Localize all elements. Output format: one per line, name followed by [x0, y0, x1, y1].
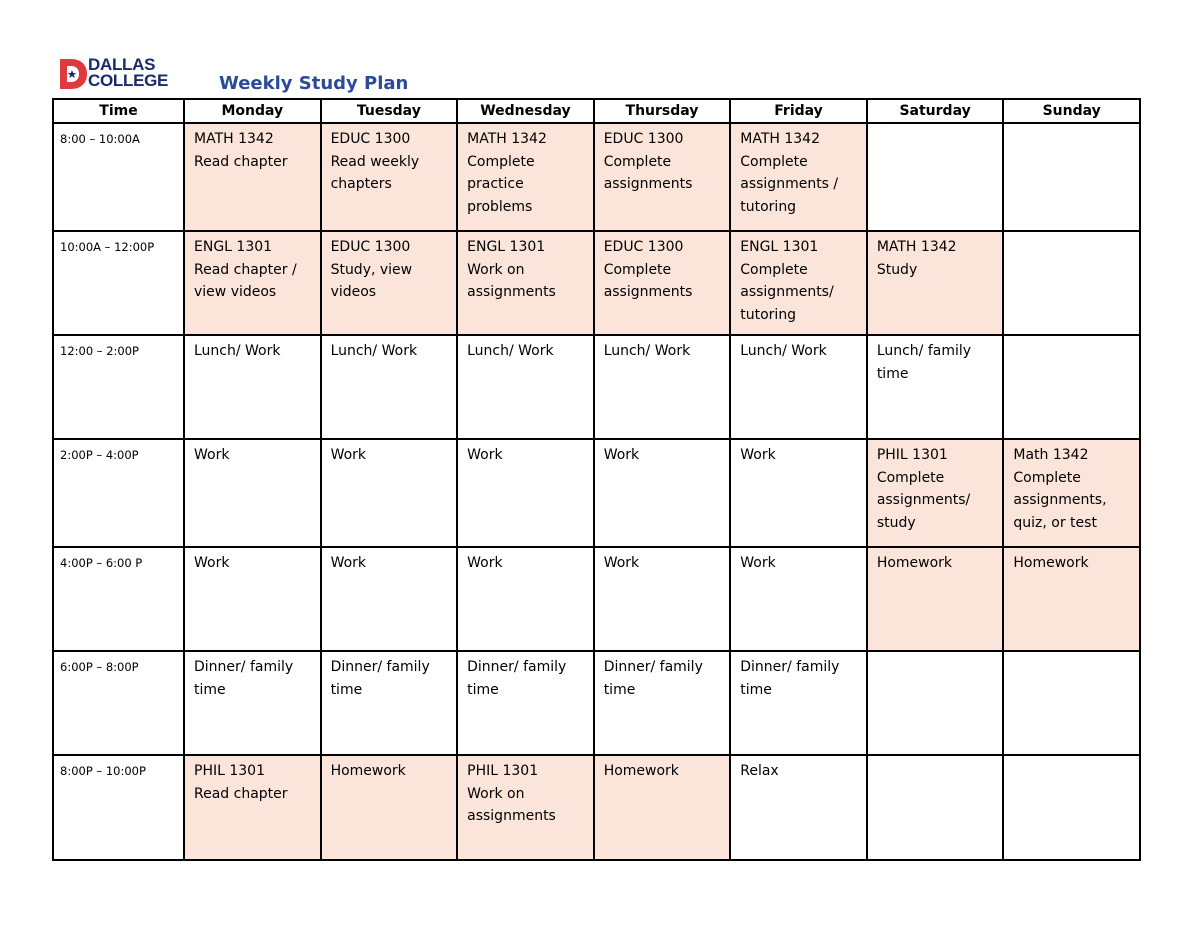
cell-text-line: Work [603, 555, 640, 571]
schedule-cell-tuesday [321, 547, 458, 651]
schedule-cell-wednesday [457, 231, 594, 335]
schedule-cell-friday [730, 651, 867, 755]
schedule-cell-tuesday [321, 123, 458, 231]
cell-text-line: EDUC 1300 [603, 131, 684, 147]
table-row [53, 439, 1140, 547]
cell-text-line: Work [467, 447, 503, 463]
column-header-time: Time [53, 99, 184, 123]
cell-text-line: Work [467, 555, 503, 571]
cell-text-line: assignments [467, 808, 556, 824]
cell-text-line: ENGL 1301 [194, 239, 273, 255]
column-header-thursday: Thursday [594, 99, 731, 123]
schedule-cell-friday [730, 547, 867, 651]
cell-text-line: Read chapter / [194, 261, 297, 278]
cell-text-line: Lunch/ Work [330, 343, 418, 359]
time-slot-cell: 6:00P – 8:00P [53, 651, 184, 755]
cell-text-line: time [740, 681, 772, 698]
cell-text-line: Complete [1013, 469, 1081, 486]
schedule-cell-thursday [594, 123, 731, 231]
logo-line-1: DALLAS [88, 55, 156, 74]
cell-text-line: Complete [603, 153, 672, 170]
time-slot-cell: 8:00P – 10:00P [53, 755, 184, 860]
cell-text-line: Work [194, 555, 230, 571]
schedule-cell-friday [730, 123, 867, 231]
schedule-cell-sunday [1003, 439, 1140, 547]
schedule-cell-saturday [867, 547, 1004, 651]
table-row [53, 231, 1140, 335]
schedule-cell-tuesday [321, 439, 458, 547]
cell-text-line: Homework [876, 555, 953, 571]
cell-text-line: time [603, 681, 636, 698]
schedule-cell-monday [184, 547, 321, 651]
schedule-cell-wednesday [457, 755, 594, 860]
cell-text-line: Homework [603, 763, 679, 779]
schedule-cell-friday [730, 231, 867, 335]
schedule-cell-sunday [1003, 547, 1140, 651]
cell-text-line: tutoring [740, 198, 797, 215]
schedule-cell-sunday [1003, 335, 1140, 439]
cell-text-line: assignments/ [740, 284, 834, 300]
cell-text-line: Homework [330, 763, 406, 779]
cell-text-line: Work [330, 555, 367, 571]
cell-text-line: problems [467, 198, 533, 215]
schedule-cell-sunday [1003, 123, 1140, 231]
schedule-cell-sunday [1003, 651, 1140, 755]
cell-text-line: view videos [194, 284, 277, 300]
table-row [53, 547, 1140, 651]
dallas-college-logo [60, 57, 172, 91]
cell-text-line: practice [467, 176, 524, 192]
schedule-cell-monday [184, 335, 321, 439]
page-title: Weekly Study Plan [219, 73, 409, 94]
time-slot-cell: 4:00P – 6:00 P [53, 547, 184, 651]
cell-text-line: assignments [603, 284, 693, 300]
cell-text-line: Read weekly [330, 153, 420, 170]
cell-text-line: time [194, 681, 226, 698]
cell-text-line: time [330, 681, 363, 698]
cell-text-line: Study [876, 261, 918, 278]
cell-text-line: Relax [740, 763, 779, 779]
schedule-cell-wednesday [457, 335, 594, 439]
schedule-cell-wednesday [457, 123, 594, 231]
column-header-tuesday: Tuesday [321, 99, 458, 123]
cell-text-line: time [467, 681, 499, 698]
schedule-cell-monday [184, 123, 321, 231]
cell-text-line: assignments, [1013, 492, 1107, 508]
cell-text-line: Complete [876, 469, 945, 486]
cell-text-line: study [876, 514, 916, 531]
schedule-cell-thursday [594, 547, 731, 651]
schedule-cell-thursday [594, 335, 731, 439]
cell-text-line: EDUC 1300 [603, 239, 684, 255]
schedule-cell-monday [184, 439, 321, 547]
table-header-row [53, 99, 1140, 123]
dallas-college-d-mark-icon [60, 59, 87, 89]
logo-wordmark [88, 57, 168, 89]
schedule-cell-monday [184, 651, 321, 755]
cell-text-line: Work [740, 555, 776, 571]
cell-text-line: MATH 1342 [740, 131, 820, 147]
schedule-cell-friday [730, 439, 867, 547]
cell-text-line: assignments [603, 176, 693, 192]
cell-text-line: Work on [467, 785, 525, 802]
time-slot-cell: 10:00A – 12:00P [53, 231, 184, 335]
schedule-cell-saturday [867, 439, 1004, 547]
cell-text-line: Complete [740, 261, 808, 278]
cell-text-line: Work [603, 447, 640, 463]
column-header-monday: Monday [184, 99, 321, 123]
schedule-cell-monday [184, 755, 321, 860]
schedule-cell-tuesday [321, 651, 458, 755]
cell-text-line: Work [330, 447, 367, 463]
time-slot-cell: 2:00P – 4:00P [53, 439, 184, 547]
schedule-cell-wednesday [457, 547, 594, 651]
schedule-cell-friday [730, 755, 867, 860]
cell-text-line: Lunch/ Work [467, 343, 554, 359]
cell-text-line: assignments/ [876, 492, 971, 508]
schedule-cell-sunday [1003, 755, 1140, 860]
cell-text-line: Work [194, 447, 230, 463]
cell-text-line: EDUC 1300 [330, 239, 411, 255]
cell-text-line: assignments [467, 284, 556, 300]
table-row [53, 755, 1140, 860]
table-row [53, 123, 1140, 231]
schedule-cell-saturday [867, 335, 1004, 439]
schedule-cell-thursday [594, 755, 731, 860]
table-row [53, 335, 1140, 439]
cell-text-line: Complete [740, 153, 808, 170]
cell-text-line: tutoring [740, 306, 797, 323]
schedule-cell-thursday [594, 651, 731, 755]
column-header-friday: Friday [730, 99, 867, 123]
schedule-cell-thursday [594, 439, 731, 547]
column-header-wednesday: Wednesday [457, 99, 594, 123]
cell-text-line: Lunch/ Work [603, 343, 691, 359]
schedule-cell-sunday [1003, 231, 1140, 335]
time-slot-cell: 8:00 – 10:00A [53, 123, 184, 231]
time-slot-cell: 12:00 – 2:00P [53, 335, 184, 439]
cell-text-line: Math 1342 [1013, 447, 1089, 463]
cell-text-line: Work [740, 447, 776, 463]
cell-text-line: Read chapter [194, 153, 288, 170]
cell-text-line: Lunch/ Work [194, 343, 281, 359]
cell-text-line: Dinner/ family [194, 659, 294, 675]
cell-text-line: Work on [467, 261, 525, 278]
schedule-cell-tuesday [321, 335, 458, 439]
weekly-study-plan-table [52, 98, 1141, 861]
schedule-cell-thursday [594, 231, 731, 335]
schedule-cell-friday [730, 335, 867, 439]
cell-text-line: ENGL 1301 [740, 239, 819, 255]
cell-text-line: quiz, or test [1013, 514, 1097, 531]
schedule-cell-saturday [867, 231, 1004, 335]
cell-text-line: Read chapter [194, 785, 288, 802]
cell-text-line: Dinner/ family [330, 659, 430, 675]
cell-text-line: chapters [330, 176, 392, 192]
cell-text-line: PHIL 1301 [194, 763, 265, 779]
cell-text-line: ENGL 1301 [467, 239, 546, 255]
cell-text-line: Dinner/ family [603, 659, 703, 675]
cell-text-line: Study, view [330, 261, 413, 278]
schedule-cell-saturday [867, 123, 1004, 231]
schedule-cell-monday [184, 231, 321, 335]
cell-text-line: Dinner/ family [467, 659, 567, 675]
schedule-cell-saturday [867, 755, 1004, 860]
cell-text-line: time [876, 365, 909, 382]
schedule-cell-saturday [867, 651, 1004, 755]
column-header-saturday: Saturday [867, 99, 1004, 123]
schedule-cell-tuesday [321, 755, 458, 860]
cell-text-line: Dinner/ family [740, 659, 840, 675]
cell-text-line: MATH 1342 [876, 239, 957, 255]
table-body [53, 123, 1140, 860]
schedule-cell-wednesday [457, 439, 594, 547]
column-header-sunday: Sunday [1003, 99, 1140, 123]
cell-text-line: Complete [467, 153, 535, 170]
cell-text-line: Lunch/ Work [740, 343, 827, 359]
cell-text-line: videos [330, 284, 377, 300]
cell-text-line: MATH 1342 [194, 131, 274, 147]
table-row [53, 651, 1140, 755]
cell-text-line: Homework [1013, 555, 1089, 571]
cell-text-line: PHIL 1301 [467, 763, 539, 779]
cell-text-line: PHIL 1301 [876, 447, 948, 463]
schedule-cell-tuesday [321, 231, 458, 335]
schedule-cell-wednesday [457, 651, 594, 755]
cell-text-line: EDUC 1300 [330, 131, 411, 147]
cell-text-line: Lunch/ family [876, 343, 972, 359]
cell-text-line: MATH 1342 [467, 131, 547, 147]
logo-line-2: COLLEGE [88, 71, 169, 90]
cell-text-line: Complete [603, 261, 672, 278]
cell-text-line: assignments / [740, 176, 839, 192]
